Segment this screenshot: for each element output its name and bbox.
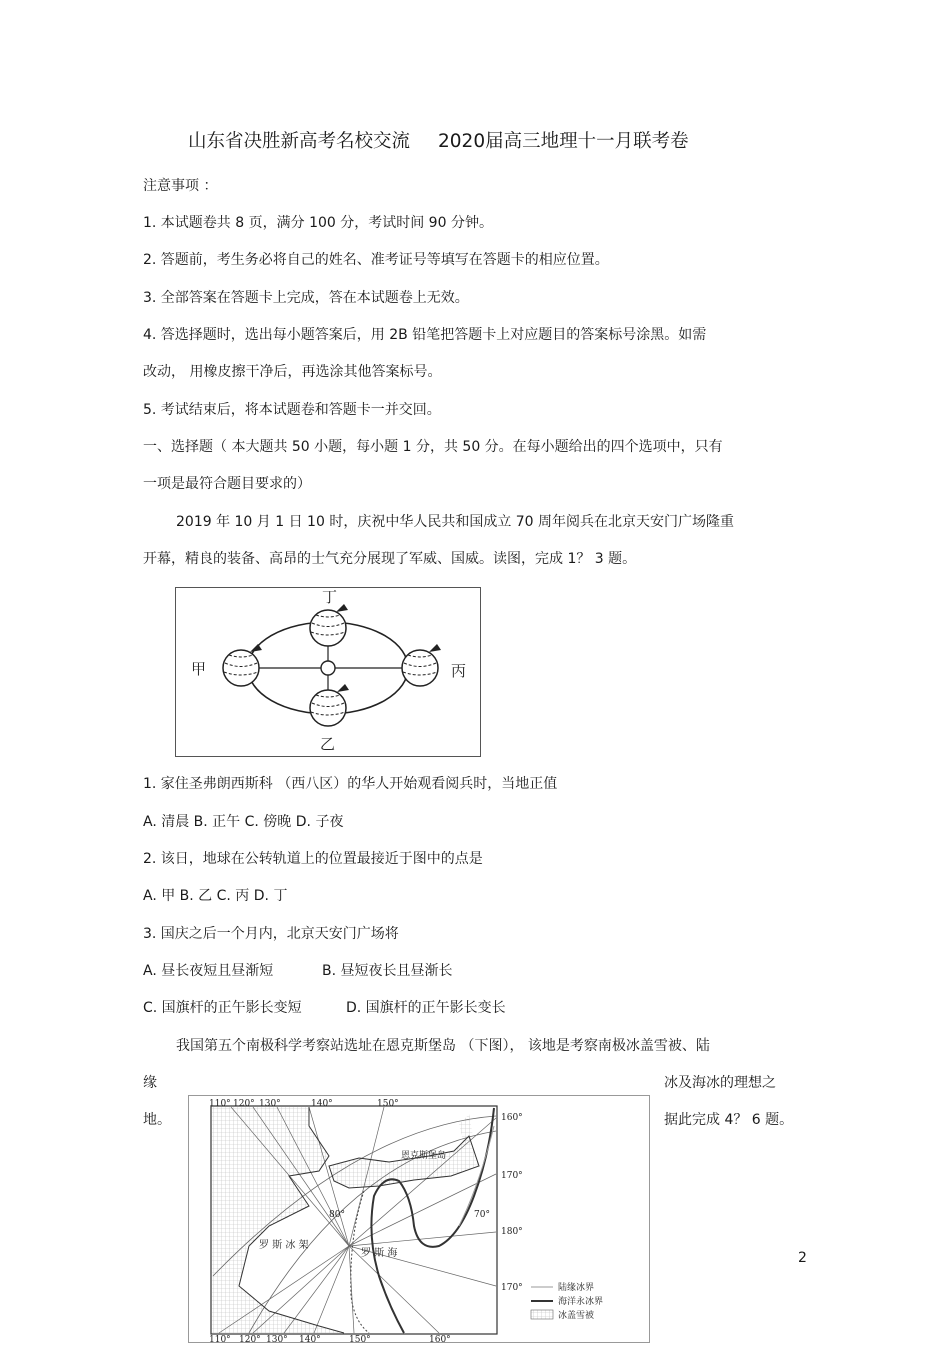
notice-heading: 注意事项 ：	[143, 178, 218, 194]
label-yi: 乙	[320, 735, 336, 753]
label-ding: 丁	[322, 588, 338, 606]
passage-2-right-3: 据此完成 4？ 6 题。	[664, 1112, 794, 1128]
question-3-option-b: B. 昼短夜长且昼渐长	[322, 963, 453, 979]
sea-label: 罗 斯 海	[361, 1248, 398, 1259]
legend-sea-ice: 海洋永冰界	[558, 1297, 604, 1307]
question-2-options: A. 甲 B. 乙 C. 丙 D. 丁	[143, 888, 288, 904]
question-3-option-d: D. 国旗杆的正午影长变长	[346, 1000, 506, 1016]
right-lon-170: 170°	[501, 1171, 523, 1181]
notice-4-cont: 改动， 用橡皮擦干净后，再选涂其他答案标号。	[143, 364, 442, 380]
sun-icon	[321, 661, 335, 675]
notice-3: 3. 全部答案在答题卡上完成，答在本试题卷上无效。	[143, 290, 469, 306]
notice-2: 2. 答题前，考生务必将自己的姓名、准考证号等填写在答题卡的相应位置。	[143, 252, 609, 268]
question-1-stem: 1. 家住圣弗朗西斯科 （西八区）的华人开始观看阅兵时，当地正值	[143, 776, 558, 792]
page-number: 2	[798, 1250, 807, 1266]
lat-80-label: 80°	[329, 1210, 345, 1220]
earth-bing-icon	[402, 644, 441, 686]
map-legend	[531, 1281, 603, 1321]
lat-70-label: 70°	[474, 1210, 490, 1220]
earth-yi-icon	[310, 684, 349, 726]
section-heading-cont: 一项是最符合题目要求的）	[143, 476, 311, 492]
right-lon-160: 160°	[501, 1113, 523, 1123]
earth-jia-icon	[223, 644, 262, 686]
right-lon-180: 180°	[501, 1227, 523, 1237]
notice-1: 1. 本试题卷共 8 页，满分 100 分，考试时间 90 分钟。	[143, 215, 493, 231]
passage-2-left-3: 地。	[143, 1112, 171, 1128]
right-lon-170-w: 170°	[501, 1283, 523, 1293]
top-lon-120: 120°	[233, 1099, 255, 1109]
question-3-option-a: A. 昼长夜短且昼渐短	[143, 963, 274, 979]
label-jia: 甲	[191, 660, 207, 678]
question-2-stem: 2. 该日，地球在公转轨道上的位置最接近于图中的点是	[143, 851, 483, 867]
legend-ice-cover: 冰盖雪被	[558, 1311, 595, 1321]
orbit-figure	[175, 587, 481, 757]
passage-1: 2019 年 10 月 1 日 10 时，庆祝中华人民共和国成立 70 周年阅兵在北京天安门广场隆重	[176, 514, 735, 530]
passage-1-cont: 开幕，精良的装备、高昂的士气充分展现了军威、国威。读图，完成 1？ 3 题。	[143, 551, 637, 567]
bottom-lon-150: 150°	[349, 1335, 371, 1343]
legend-land-ice: 陆缘冰界	[558, 1283, 595, 1293]
earth-ding-icon	[310, 604, 348, 646]
top-lon-150: 150°	[377, 1099, 399, 1109]
top-lon-110: 110°	[209, 1099, 231, 1109]
bottom-lon-120: 120°	[239, 1335, 261, 1343]
section-heading: 一、选择题（ 本大题共 50 小题，每小题 1 分，共 50 分。在每小题给出的四个选项中，只有	[143, 439, 723, 455]
top-lon-140: 140°	[311, 1099, 333, 1109]
top-lon-130: 130°	[259, 1099, 281, 1109]
passage-2-left-2: 缘	[143, 1075, 157, 1091]
bottom-lon-140: 140°	[299, 1335, 321, 1343]
bottom-lon-160: 160°	[429, 1335, 451, 1343]
passage-2-right-2: 冰及海冰的理想之	[664, 1075, 776, 1091]
island-label: 恩克斯堡岛	[401, 1151, 447, 1161]
notice-4: 4. 答选择题时，选出每小题答案后，用 2B 铅笔把答题卡上对应题目的答案标号涂黑。如需	[143, 327, 707, 343]
page-title: 山东省决胜新高考名校交流 2020届高三地理十一月联考卷	[188, 131, 689, 152]
ice-shelf-label: 罗 斯 冰 架	[259, 1240, 309, 1251]
question-3-stem: 3. 国庆之后一个月内，北京天安门广场将	[143, 926, 399, 942]
bottom-lon-130: 130°	[266, 1335, 288, 1343]
bottom-lon-110: 110°	[209, 1335, 231, 1343]
ross-sea-map	[188, 1095, 650, 1343]
passage-2: 我国第五个南极科学考察站选址在恩克斯堡岛 （下图）， 该地是考察南极冰盖雪被、陆	[176, 1038, 710, 1054]
question-1-options: A. 清晨 B. 正午 C. 傍晚 D. 子夜	[143, 814, 344, 830]
question-3-option-c: C. 国旗杆的正午影长变短	[143, 1000, 302, 1016]
label-bing: 丙	[451, 662, 467, 680]
notice-5: 5. 考试结束后，将本试题卷和答题卡一并交回。	[143, 402, 441, 418]
